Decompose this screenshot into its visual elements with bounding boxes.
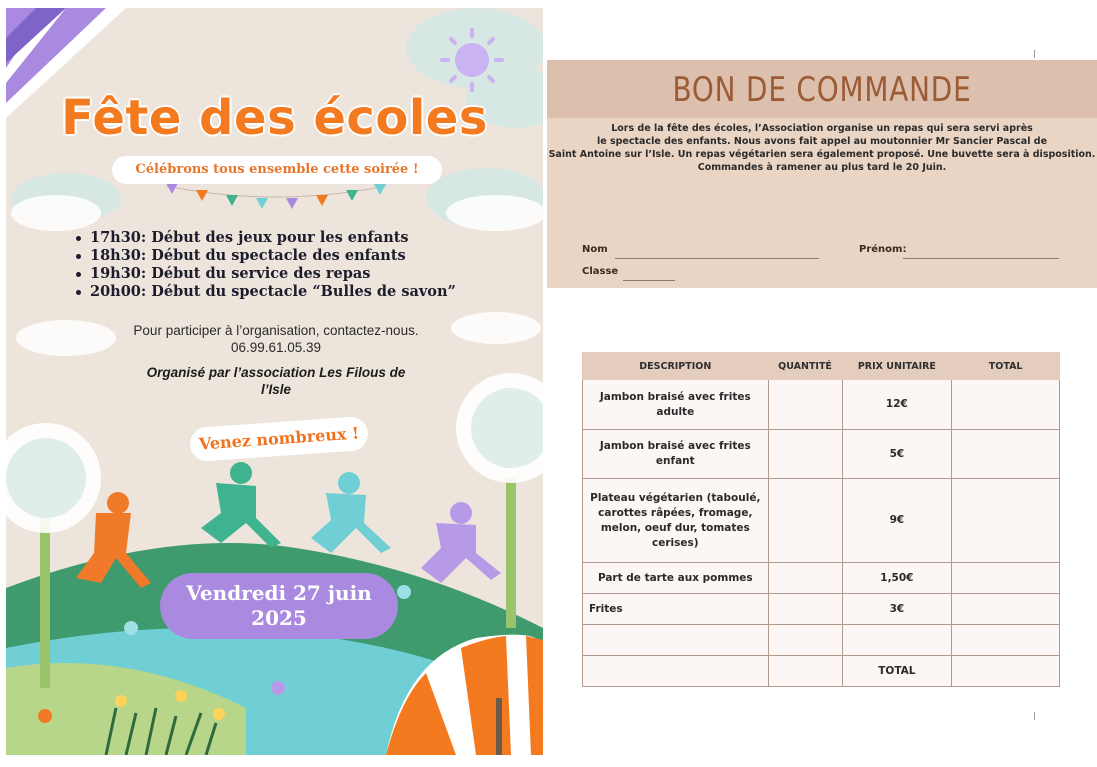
column-header-total: TOTAL <box>952 353 1060 380</box>
page-mark <box>1034 50 1035 58</box>
item-total-cell[interactable] <box>952 380 1060 430</box>
order-description <box>547 122 1097 174</box>
event-date <box>160 573 398 639</box>
grand-total-cell[interactable] <box>952 656 1060 687</box>
column-header-unit-price: PRIX UNITAIRE <box>842 353 952 380</box>
table-total-row <box>583 656 1060 687</box>
schedule-item: 17h30: Début des jeux pour les enfants <box>76 229 516 247</box>
description-line: Commandes à ramener au plus tard le 20 Juin. <box>697 162 947 173</box>
nom-input-line[interactable] <box>615 258 819 259</box>
item-quantity-cell[interactable] <box>768 563 842 594</box>
table-row <box>583 563 1060 594</box>
table-row <box>583 594 1060 625</box>
order-form-title: BON DE COMMANDE <box>672 70 972 110</box>
nom-label: Nom <box>582 244 608 255</box>
table-row <box>583 380 1060 430</box>
item-description: Part de tarte aux pommes <box>583 563 769 594</box>
table-row <box>583 625 1060 656</box>
table-row <box>583 479 1060 563</box>
column-header-description: DESCRIPTION <box>583 353 769 380</box>
item-total-cell[interactable] <box>952 594 1060 625</box>
prenom-label: Prénom: <box>859 244 907 255</box>
table-row <box>583 430 1060 479</box>
poster-title: Fête des écoles <box>61 90 488 146</box>
classe-label: Classe <box>582 266 619 277</box>
total-row-empty <box>583 656 769 687</box>
item-total-cell[interactable] <box>952 625 1060 656</box>
item-quantity-cell[interactable] <box>768 625 842 656</box>
item-unit-price: 12€ <box>842 380 952 430</box>
item-description: Plateau végétarien (taboulé, carottes râpées, fromage, melon, oeuf dur, tomates cerises) <box>583 479 769 563</box>
description-line: Saint Antoine sur l’Isle. Un repas végétarien sera également proposé. Une buvette sera à disposition. <box>548 149 1096 160</box>
schedule-item: 20h00: Début du spectacle “Bulles de savon” <box>76 283 516 301</box>
description-line: le spectacle des enfants. Nous avons fait appel au moutonnier Mr Sancier Pascal de <box>596 136 1048 147</box>
schedule-list <box>76 229 516 301</box>
schedule-item: 19h30: Début du service des repas <box>76 265 516 283</box>
item-unit-price: 1,50€ <box>842 563 952 594</box>
total-label: TOTAL <box>842 656 952 687</box>
prenom-input-line[interactable] <box>903 258 1059 259</box>
call-to-action-banner: Venez nombreux ! <box>189 416 369 462</box>
classe-input-line[interactable] <box>623 280 675 281</box>
column-header-quantity: QUANTITÉ <box>768 353 842 380</box>
description-line: Lors de la fête des écoles, l’Association organise un repas qui sera servi après <box>611 123 1033 134</box>
item-description: Jambon braisé avec frites enfant <box>583 430 769 479</box>
item-description[interactable] <box>583 625 769 656</box>
item-description: Jambon braisé avec frites adulte <box>583 380 769 430</box>
total-row-empty <box>768 656 842 687</box>
order-table <box>582 352 1060 687</box>
event-poster <box>6 8 543 755</box>
event-date-year: 2025 <box>251 606 307 630</box>
item-total-cell[interactable] <box>952 479 1060 563</box>
item-quantity-cell[interactable] <box>768 430 842 479</box>
contact-phone: 06.99.61.05.39 <box>230 340 322 355</box>
item-unit-price[interactable] <box>842 625 952 656</box>
item-quantity-cell[interactable] <box>768 479 842 563</box>
page-mark <box>1034 712 1035 720</box>
poster-subtitle: Célébrons tous ensemble cette soirée ! <box>112 156 442 184</box>
item-unit-price: 3€ <box>842 594 952 625</box>
bunting-decoration <box>166 183 386 209</box>
item-description: Frites <box>583 594 769 625</box>
table-header-row <box>583 353 1060 380</box>
item-unit-price: 5€ <box>842 430 952 479</box>
item-total-cell[interactable] <box>952 563 1060 594</box>
event-date-day: Vendredi 27 juin <box>186 581 372 605</box>
organizer-text: Organisé par l’association Les Filous de l’Isle <box>146 365 406 397</box>
schedule-item: 18h30: Début du spectacle des enfants <box>76 247 516 265</box>
contact-info <box>96 322 456 356</box>
item-total-cell[interactable] <box>952 430 1060 479</box>
item-unit-price: 9€ <box>842 479 952 563</box>
item-quantity-cell[interactable] <box>768 380 842 430</box>
contact-text: Pour participer à l’organisation, contactez-nous. <box>133 323 419 338</box>
item-quantity-cell[interactable] <box>768 594 842 625</box>
order-form-header <box>547 60 1097 288</box>
